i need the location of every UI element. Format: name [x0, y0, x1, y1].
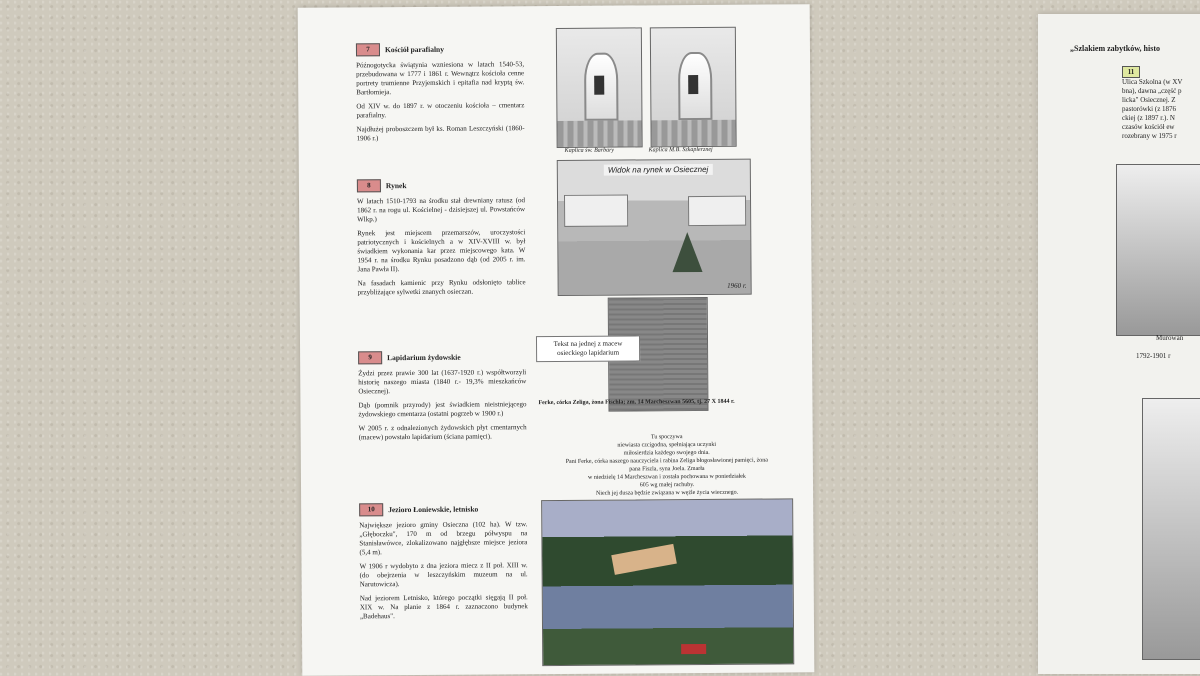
section-heading: [357, 178, 525, 192]
matzevah-label: Tekst na jednej z macew osieckiego lapidarium: [536, 335, 640, 362]
text-line: Ulica Szkolna (w XV: [1122, 78, 1183, 86]
school-street-photo: [1116, 164, 1200, 336]
church-photo: [1142, 398, 1200, 660]
chapel-barbara-caption: Kaplica św. Barbary: [564, 147, 615, 154]
paragraph: Rynek jest miejscem przemarszów, uroczystości patriotycznych i kościelnych a w XIV-XVIII w. był świadkiem wykonania kar przez miejscowego kata. W 1954 r. na środku Rynku posadzono dąb (od 2005 r. im. Jana Pawła II).: [357, 228, 526, 274]
section-number: 8: [357, 179, 381, 192]
paragraph: Nad jeziorem Letnisko, którego początki sięgają II poł. XIX w. Na planie z 1864 r. zaznaczono budynek „Badehaus".: [359, 593, 528, 621]
section-11: [1122, 66, 1200, 141]
inscription-line: pana Fiszla, syna Joela. Zmarła: [629, 465, 705, 473]
paragraph: W 2005 r. z odnalezionych żydowskich płyt cmentarnych (macew) powstało lapidarium (ściana pamięci).: [358, 423, 527, 442]
beach: [611, 544, 676, 575]
section-number: 7: [356, 43, 380, 56]
text-line: bna), dawna „część p: [1122, 87, 1182, 95]
chapel-scapular-photo: [650, 27, 737, 148]
section-10: [359, 502, 528, 626]
section-title: Lapidarium żydowskie: [387, 352, 461, 363]
section-7: [356, 42, 525, 148]
paragraph: Dąb (pomnik przyrody) jest świadkiem nieistniejącego żydowskiego cmentarza (ostatni pogrzeb w 1900 r.): [358, 400, 527, 419]
section-title: Jezioro Łoniewskie, letnisko: [388, 504, 479, 515]
chapel-scapular-caption: Kaplica M.B. Szkaplerznej: [648, 146, 713, 154]
section-heading: [359, 502, 527, 516]
paragraph: W latach 1510-1793 na środku stał drewniany ratusz (od 1862 r. na rogu ul. Kościelnej - dzisiejszej ul. Powstańców Wlkp.): [356, 196, 526, 224]
section-title: Kościół parafialny: [384, 44, 444, 55]
matzevah-caption: Ferke, córka Zeliga, żona Fischla; zm. 14 Marcheszwan 5605, tj. 27 X 1844 r.: [538, 398, 735, 407]
paragraph: Późnogotycka świątynia wzniesiona w latach 1540-53, przebudowana w 1777 i 1861 r. Wewnątrz kościoła cenne portrety trumienne Przyjemskich i epitafia nad kryptą św. Bartłomieja.: [356, 60, 525, 97]
paragraph: Na fasadach kamienic przy Rynku odsłonięto tablice przybliżające sylwetki znanych osieczan.: [357, 278, 526, 297]
section-number: 11: [1122, 66, 1140, 78]
pews: [557, 120, 641, 147]
oak-tree: [672, 232, 702, 272]
section-heading: [356, 42, 524, 56]
building: [688, 196, 746, 226]
inscription-line: Tu spoczywa: [650, 434, 683, 441]
text-line: licka" Osiecznej. Z: [1122, 96, 1176, 104]
paragraph: Najdłużej proboszczem był ks. Roman Leszczyński (1860-1906 r.): [356, 124, 525, 143]
inscription-line: niewiasta czcigodna, spełniająca uczynki: [617, 441, 717, 449]
market-square-photo: [557, 159, 752, 296]
section-title: Rynek: [385, 181, 407, 191]
inscription-line: Pani Ferke, córka naszego nauczyciela i rabina Zeliga błogosławionej pamięci, żona: [565, 457, 768, 465]
text-line: rozebrany w 1975 r: [1122, 132, 1177, 140]
section-9: [358, 350, 527, 447]
section-heading: [358, 350, 526, 364]
text-line: ckiej (z 1897 r.). N: [1122, 114, 1175, 122]
red-house: [681, 644, 706, 654]
altar-painting: [688, 75, 698, 94]
market-photo-year: 1960 r.: [727, 281, 747, 290]
market-photo-title: Widok na rynek w Osiecznej: [604, 164, 712, 176]
second-page-header: „Szlakiem zabytków, histo: [1070, 44, 1161, 53]
brochure-page: [298, 4, 815, 676]
paragraph: W 1906 r wydobyto z dna jeziora miecz z II poł. XIII w. (do obejrzenia w leszczyńskim muzeum na ul. Narutowicza).: [359, 561, 528, 589]
inscription-line: w niedzielę 14 Marcheszwan i została pochowana w poniedziałek: [587, 473, 746, 481]
chapel-barbara-photo: [556, 27, 643, 148]
pews: [651, 120, 735, 147]
text-line: czasów kościół ew: [1122, 123, 1175, 131]
section-number: 9: [358, 351, 382, 364]
photo-caption: Murowan: [1156, 334, 1184, 342]
text-line: pastorówki (z 1876: [1122, 105, 1177, 113]
inscription-line: 605 wg małej rachuby.: [639, 482, 695, 489]
paragraph: Największe jezioro gminy Osieczna (102 ha). W tzw. „Głęboczku", 170 m od brzegu półwyspu na Stanisławówce, zlokalizowano najgłębsze miejsce jeziora (5,4 m).: [359, 520, 528, 557]
building: [564, 194, 628, 226]
paragraph: Od XIV w. do 1897 r. w otoczeniu kościoła – cmentarz parafialny.: [356, 101, 525, 120]
altar-painting: [594, 76, 604, 95]
photo-caption: 1792-1901 r: [1136, 352, 1171, 360]
section-8: [357, 178, 526, 302]
section-number: 10: [359, 503, 383, 516]
inscription-line: miłosierdzia każdego swojego dnia.: [623, 449, 710, 457]
inscription-line: Niech jej dusza będzie związana w węźle życia wiecznego.: [596, 489, 739, 497]
lake-aerial-photo: [541, 498, 794, 666]
matzevah-inscription: [537, 432, 797, 498]
paragraph: Żydzi przez prawie 300 lat (1637-1920 r.) współtworzyli historię naszego miasta (1840 r.- 19,3% mieszkańców Osiecznej).: [358, 368, 527, 396]
second-brochure-page: [1038, 14, 1200, 674]
